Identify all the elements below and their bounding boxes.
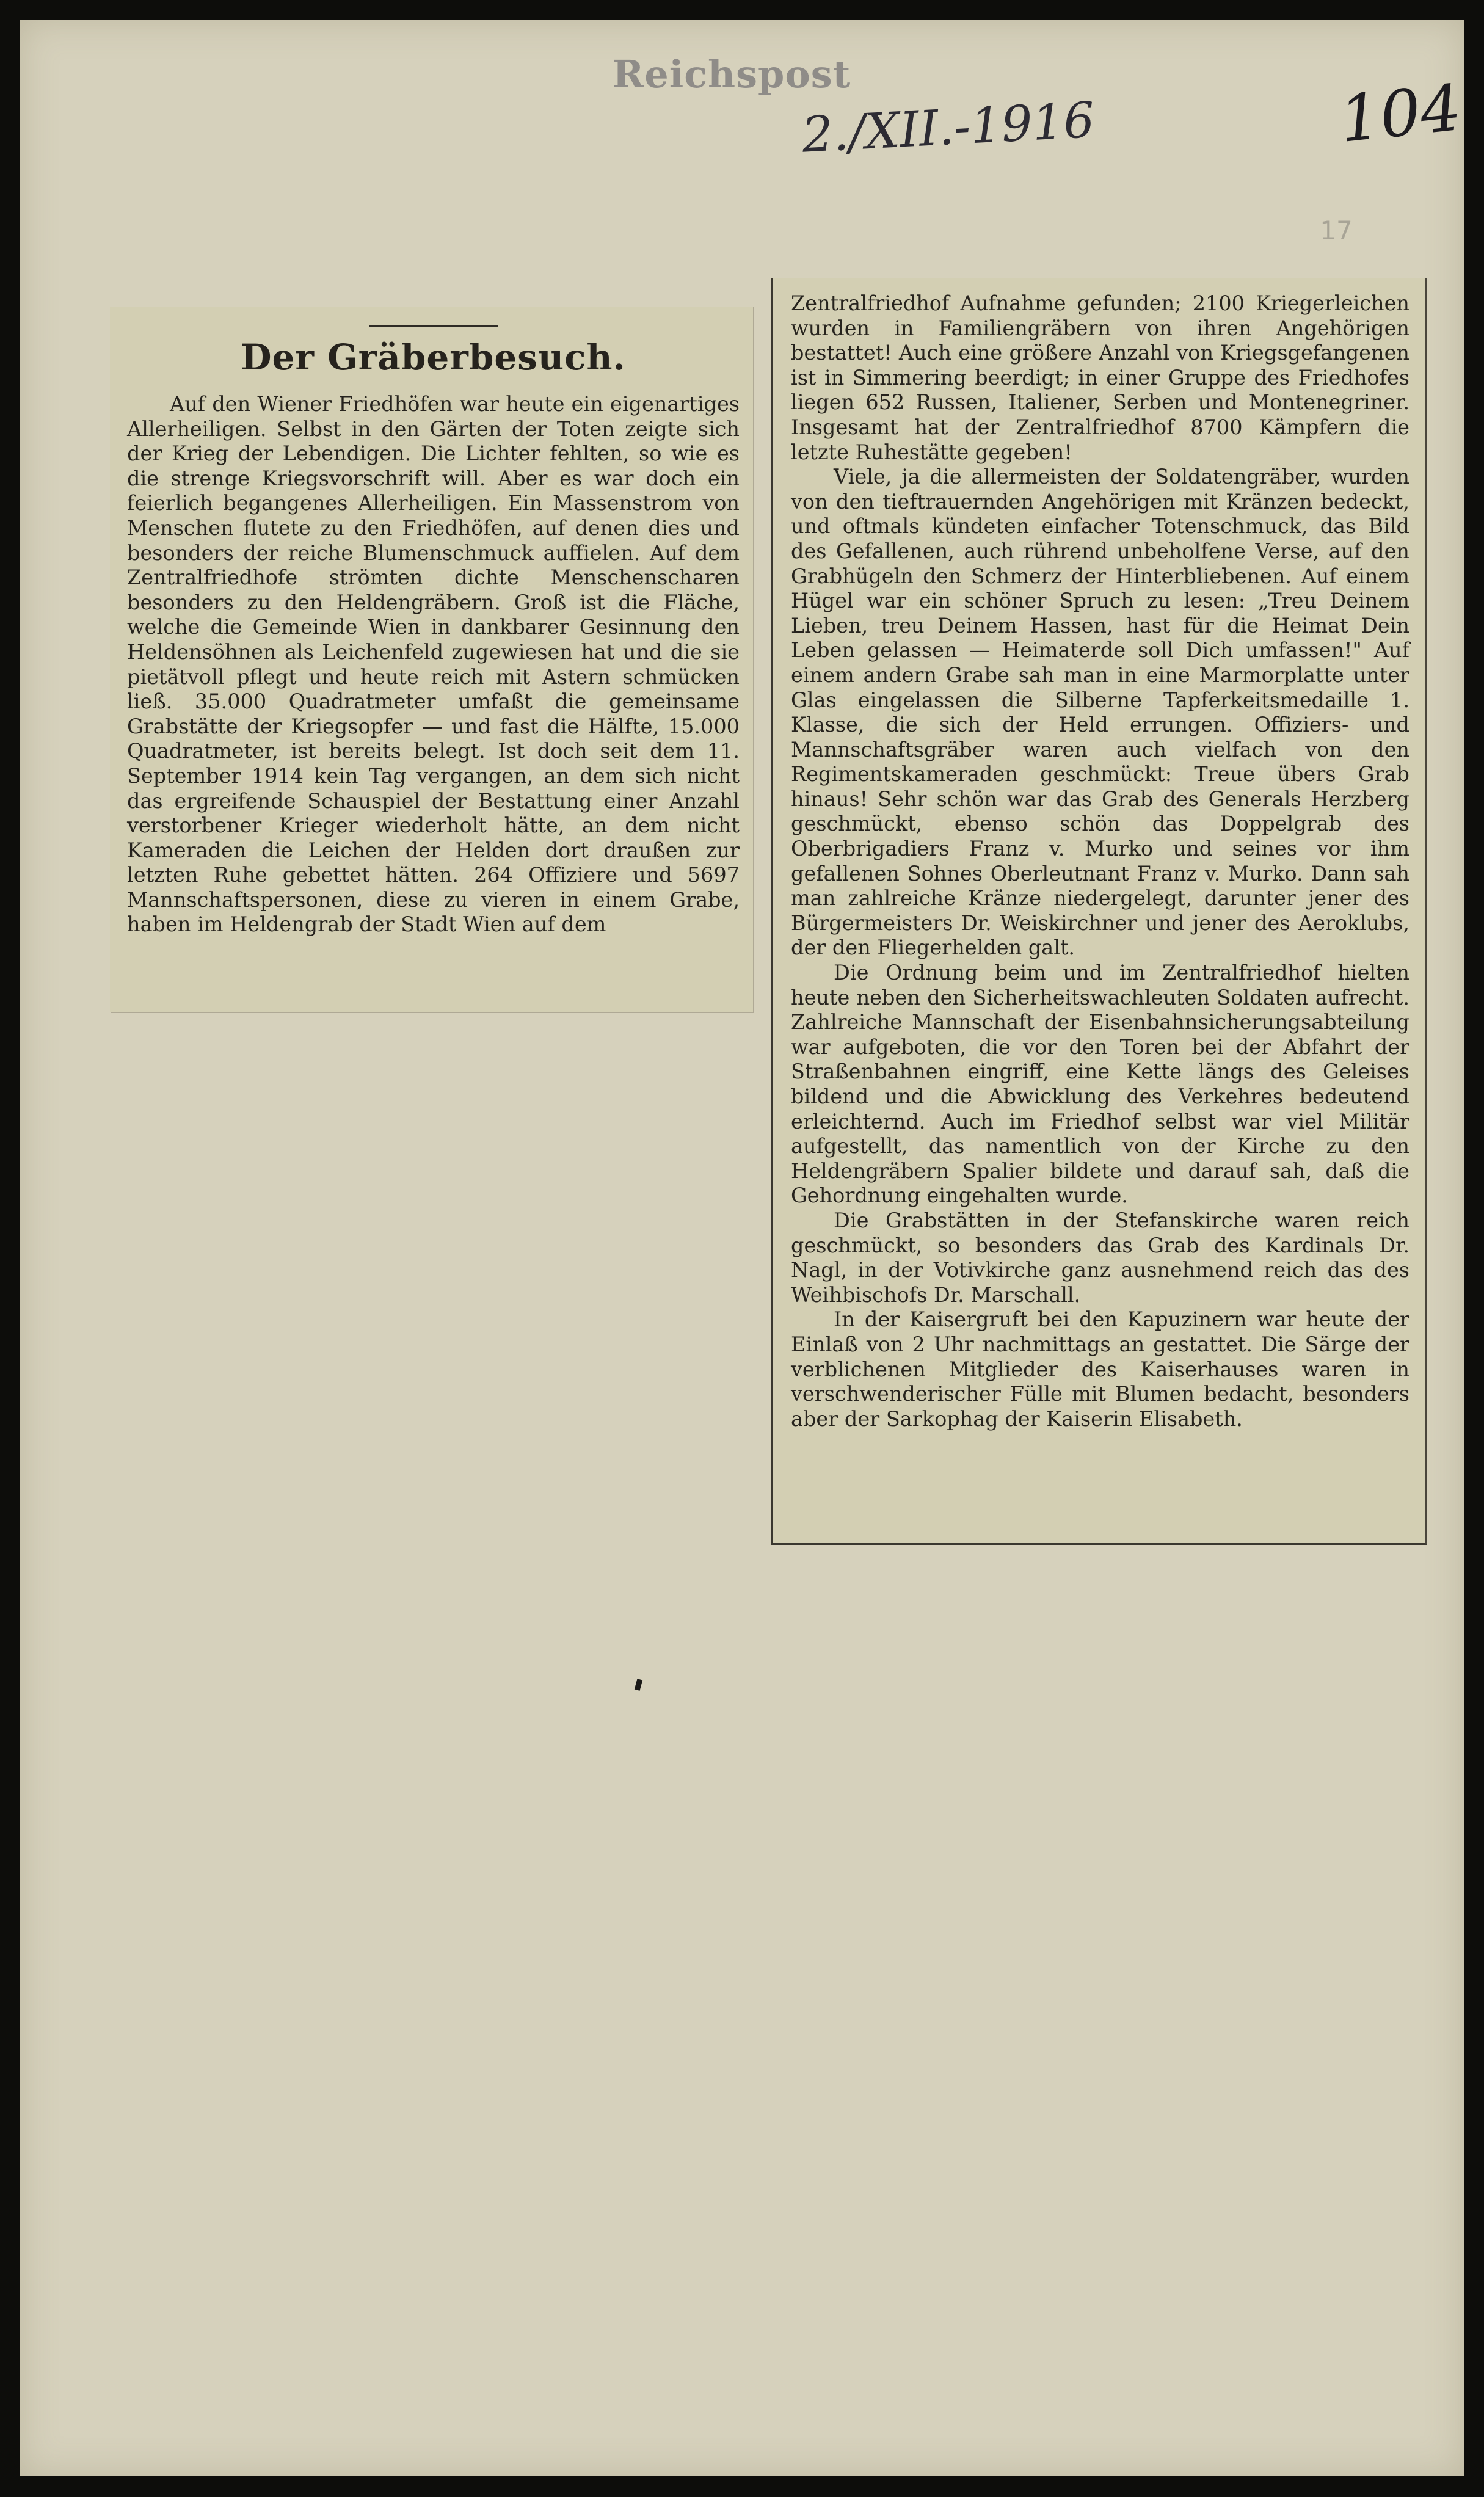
article-paragraph: In der Kaisergruft bei den Kapuzinern war heute der Einlaß von 2 Uhr nachmittags an gestattet. Die Särge der verblichenen Mitglieder des Kaiserhauses waren in verschwenderischer Fülle mit Blumen bedacht, besonders aber der Sarkophag der Kaiserin Elisabeth.	[791, 1307, 1409, 1431]
handwritten-page-number: 104	[1336, 70, 1465, 158]
article-title: Der Gräberbesuch.	[241, 336, 626, 378]
title-rule	[369, 325, 498, 327]
pencil-mark: 17	[1320, 216, 1353, 245]
article-paragraph: Die Ordnung beim und im Zentralfriedhof hielten heute neben den Sicherheitswachleuten Soldaten aufrecht. Zahlreiche Mannschaft der Eisenbahnsicherungsabteilung war aufgeboten, die vor den Toren bei der Abfahrt der Straßenbahnen eingriff, eine Kette längs des Geleises bildend und die Abwicklung des Verkehres bedeutend erleichternd. Auch im Friedhof selbst war viel Militär aufgestellt, das namentlich von der Kirche zu den Heldengräbern Spalier bildete und darauf sah, daß die Gehordnung eingehalten wurde.	[791, 961, 1409, 1208]
newspaper-stamp: Reichspost	[612, 52, 851, 96]
article-paragraph: Die Grabstätten in der Stefanskirche waren reich geschmückt, so besonders das Grab des Kardinals Dr. Nagl, in der Votivkirche ganz ausnehmend reich das des Weihbischofs Dr. Marschall.	[791, 1208, 1409, 1307]
article-paragraph: Viele, ja die allermeisten der Soldatengräber, wurden von den tieftrauernden Angehörigen mit Kränzen bedeckt, und oftmals kündeten einfacher Totenschmuck, das Bild des Gefallenen, auch rührend unbeholfene Verse, auf den Grabhügeln den Schmerz der Hinterbliebenen. Auf einem Hügel war ein schöner Spruch zu lesen: „Treu Deinem Lieben, treu Deinem Hassen, hast für die Heimat Dein Leben gelassen — Heimaterde soll Dich umfassen!" Auf einem andern Grabe sah man in eine Marmorplatte unter Glas eingelassen die Silberne Tapferkeitsmedaille 1. Klasse, die sich der Held errungen. Offiziers- und Mannschaftsgräber waren auch vielfach von den Regimentskameraden geschmückt: Treue übers Grab hinaus! Sehr schön war das Grab des Generals Herzberg geschmückt, ebenso schön das Doppelgrab des Oberbrigadiers Franz v. Murko und seines vor ihm gefallenen Sohnes Oberleutnant Franz v. Murko. Dann sah man zahlreiche Kränze niedergelegt, darunter jener des Bürgermeisters Dr. Weiskirchner und jener des Aeroklubs, der den Fliegerhelden galt.	[791, 465, 1409, 960]
clipping-left-column	[110, 307, 753, 1012]
handwritten-date: 2./XII.-1916	[800, 91, 1096, 164]
clipping-right-column	[771, 278, 1427, 1545]
article-paragraph: Auf den Wiener Friedhöfen war heute ein eigenartiges Allerheiligen. Selbst in den Gärten der Toten zeigte sich der Krieg der Lebendigen. Die Lichter fehlten, so wie es die strenge Kriegsvorschrift will. Aber es war doch ein feierlich begangenes Allerheiligen. Ein Massenstrom von Menschen flutete zu den Friedhöfen, auf denen dies und besonders der reiche Blumenschmuck auffielen. Auf dem Zentralfriedhofe strömten dichte Menschenscharen besonders zu den Heldengräbern. Groß ist die Fläche, welche die Gemeinde Wien in dankbarer Gesinnung den Heldensöhnen als Leichenfeld zugewiesen hat und die sie pietätvoll pflegt und heute reich mit Astern schmücken ließ. 35.000 Quadratmeter umfaßt die gemeinsame Grabstätte der Kriegsopfer — und fast die Hälfte, 15.000 Quadratmeter, ist bereits belegt. Ist doch seit dem 11. September 1914 kein Tag vergangen, an dem sich nicht das ergreifende Schauspiel der Bestattung einer Anzahl verstorbener Krieger wiederholt hätte, an dem nicht Kameraden die Leichen der Helden dort draußen zur letzten Ruhe gebettet hätten. 264 Offiziere und 5697 Mannschaftspersonen, diese zu vieren in einem Grabe, haben im Heldengrab der Stadt Wien auf dem	[127, 392, 740, 937]
article-paragraph: Zentralfriedhof Aufnahme gefunden; 2100 Kriegerleichen wurden in Familiengräbern von ihren Angehörigen bestattet! Auch eine größere Anzahl von Kriegsgefangenen ist in Simmering beerdigt; in einer Gruppe des Friedhofes liegen 652 Russen, Italiener, Serben und Montenegriner. Insgesamt hat der Zentralfriedhof 8700 Kämpfern die letzte Ruhestätte gegeben!	[791, 291, 1409, 464]
